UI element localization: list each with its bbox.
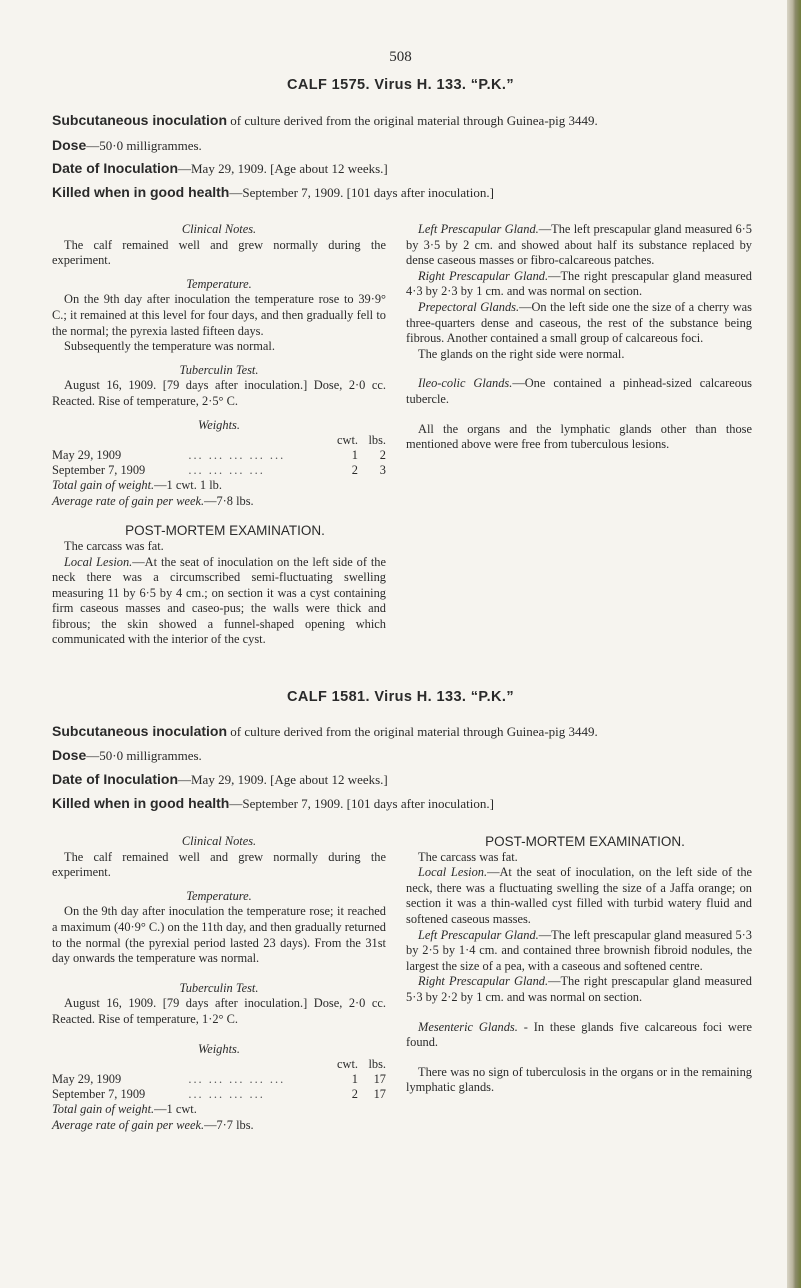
weights-table — [52, 1057, 386, 1102]
total-gain — [52, 1102, 386, 1118]
local-lesion — [406, 865, 752, 927]
right-prescapular-label: Right Prescapular Gland. — [418, 974, 549, 989]
weight-lbs: 17 — [373, 1072, 386, 1087]
tuberculin-title: Tuberculin Test. — [179, 980, 259, 995]
right-prescapular — [406, 269, 752, 300]
prepectoral-text: —On the left side one the size of a cherry was three-quarters dense and caseous, the rest of the substance being fibrous. Another contained a small group of calcareous foci. — [406, 299, 752, 346]
page-number: 508 — [389, 49, 412, 65]
left-prescapular-text: —The left prescapular gland measured 5·3 by 2·5 by 1·4 cm. and contained three brownish fibroid nodules, the largest the size of a pea, with a caseous and softened centre. — [406, 927, 753, 973]
dose-text: —50·0 milligrammes. — [86, 138, 202, 153]
left-prescapular — [406, 928, 752, 975]
weight-dots: ... ... ... ... — [188, 463, 265, 478]
left-prescapular-label: Left Prescapular Gland. — [418, 222, 539, 236]
dose-label: Dose — [52, 137, 87, 153]
temperature-text: On the 9th day after inoculation the temperature rose to 39·9° C.; it remained at this level for four days, and then gradually fell to the normal; the pyrexia lasted fifteen days. — [52, 292, 386, 338]
prepectoral-text-2: The glands on the right side were normal. — [418, 346, 625, 361]
date-label: Date of Inoculation — [52, 160, 178, 176]
date-label: Date of Inoculation — [52, 771, 178, 787]
post-mortem-title: POST-MORTEM EXAMINATION. — [485, 834, 685, 849]
total-gain-label: Total gain of weight. — [52, 478, 155, 493]
average-gain — [52, 1118, 386, 1134]
killed-text: —September 7, 1909. [101 days after inoculation.] — [229, 796, 494, 811]
local-lesion-label: Local Lesion. — [418, 865, 488, 880]
killed-text: —September 7, 1909. [101 days after inoculation.] — [229, 185, 494, 200]
mesenteric-label: Mesenteric Glands. — [418, 1019, 518, 1034]
total-gain-value: —1 cwt. 1 lb. — [154, 478, 222, 493]
calf-1575-left-column — [52, 222, 386, 648]
left-prescapular-text: —The left prescapular gland measured 6·5 by 3·5 by 2 cm. and showed about half its substance replaced by dense caseous masses or fibro-calcareous patches. — [406, 222, 753, 268]
dose-text: —50·0 milligrammes. — [86, 748, 202, 763]
organs-text: All the organs and the lymphatic glands other than those mentioned above were free from tuberculous lesions. — [406, 421, 752, 452]
inoculation-text: of culture derived from the original material through Guinea-pig 3449. — [227, 113, 598, 128]
weight-cwt: 2 — [351, 463, 358, 478]
weights-header-row — [52, 433, 386, 448]
prepectoral-label: Prepectoral Glands. — [418, 299, 520, 314]
right-prescapular — [406, 974, 752, 1005]
weight-lbs: 3 — [379, 463, 386, 478]
average-gain-label: Average rate of gain per week. — [52, 493, 205, 508]
calf-1575-killed — [52, 184, 772, 201]
local-lesion-label: Local Lesion. — [64, 554, 133, 569]
total-gain — [52, 478, 386, 494]
total-gain-value: —1 cwt. — [154, 1102, 197, 1117]
carcass-text: The carcass was fat. — [64, 538, 164, 553]
temperature-text: On the 9th day after inoculation the temperature rose; it reached a maximum (40·9° C.) on the 11th day, and then gradually returned to the normal (the pyrexial period lasted 23 days). From the 31st day onwards the temperature was normal. — [52, 904, 386, 966]
killed-label: Killed when in good health — [52, 184, 230, 200]
weight-lbs: 2 — [379, 448, 386, 463]
average-gain-value: —7·7 lbs. — [204, 1117, 254, 1132]
table-row — [52, 1087, 386, 1102]
weight-lbs: 17 — [373, 1087, 386, 1102]
date-text: —May 29, 1909. [Age about 12 weeks.] — [178, 161, 388, 176]
local-lesion-text: —At the seat of inoculation on the left side of the neck there was a circumscribed semi-fluctuating swelling measuring 11 by 6·5 by 4 cm.; on section it was a cyst containing firm caseous masses and caseo-pus; the walls were thick and fibrous; the skin showed a funnel-shaped opening which communicated with the interior of the cyst. — [52, 554, 387, 647]
calf-1581-left-column — [52, 834, 386, 1133]
table-row — [52, 448, 386, 463]
calf-1581-right-column — [406, 834, 752, 1096]
calf-1575-right-column — [406, 222, 752, 453]
weights-title: Weights. — [198, 417, 240, 432]
post-mortem-title: POST-MORTEM EXAMINATION. — [125, 523, 325, 539]
calf-1581-date — [52, 771, 772, 788]
weight-dots: ... ... ... ... — [188, 1087, 265, 1102]
weight-date: September 7, 1909 — [52, 463, 146, 478]
calf-1575-date — [52, 160, 772, 177]
weights-header-cwt: cwt. — [337, 1057, 358, 1072]
weight-cwt: 2 — [351, 1087, 358, 1102]
temperature-title: Temperature. — [186, 276, 252, 291]
table-row — [52, 463, 386, 478]
dose-label: Dose — [52, 747, 87, 763]
average-gain — [52, 494, 386, 510]
right-prescapular-text: —The right prescapular gland measured 4·3 by 2·3 by 1 cm. and was normal on section. — [406, 268, 752, 299]
weights-header-lbs: lbs. — [368, 1057, 386, 1072]
weight-cwt: 1 — [351, 448, 358, 463]
right-prescapular-text: —The right prescapular gland measured 5·3 by 2·2 by 1 cm. and was normal on section. — [406, 974, 752, 1004]
left-prescapular-label: Left Prescapular Gland. — [418, 927, 539, 942]
ileo-colic-glands — [406, 376, 752, 407]
mesenteric-glands — [406, 1020, 752, 1051]
inoculation-text: of culture derived from the original material through Guinea-pig 3449. — [227, 724, 598, 739]
inoculation-label: Subcutaneous inoculation — [52, 112, 228, 128]
clinical-notes-text: The calf remained well and grew normally during the experiment. — [52, 849, 386, 880]
ileo-colic-label: Ileo-colic Glands. — [418, 376, 513, 391]
temperature-title: Temperature. — [186, 888, 252, 903]
local-lesion — [52, 555, 386, 649]
mesenteric-text: - In these glands five calcareous foci were found. — [406, 1019, 752, 1050]
calf-1581-killed — [52, 795, 772, 812]
left-prescapular — [406, 222, 752, 269]
tuberculin-text: August 16, 1909. [79 days after inoculation.] Dose, 2·0 cc. Reacted. Rise of temperature, 2·5° C. — [52, 378, 386, 408]
weights-header-lbs: lbs. — [368, 433, 386, 448]
organs-text: There was no sign of tuberculosis in the organs or in the remaining lymphatic glands. — [406, 1064, 752, 1095]
average-gain-label: Average rate of gain per week. — [52, 1117, 205, 1132]
total-gain-label: Total gain of weight. — [52, 1102, 155, 1117]
inoculation-label: Subcutaneous inoculation — [52, 723, 228, 739]
weight-dots: ... ... ... ... ... — [188, 1072, 286, 1087]
weight-date: September 7, 1909 — [52, 1087, 146, 1102]
page-edge-shadow — [787, 0, 801, 1288]
ileo-colic-text: —One contained a pinhead-sized calcareous tubercle. — [406, 376, 752, 406]
tuberculin-title: Tuberculin Test. — [179, 362, 259, 377]
table-row — [52, 1072, 386, 1087]
killed-label: Killed when in good health — [52, 795, 230, 811]
weight-date: May 29, 1909 — [52, 1072, 122, 1087]
weights-header-row — [52, 1057, 386, 1072]
calf-1581-dose — [52, 747, 772, 764]
carcass-text: The carcass was fat. — [418, 849, 518, 864]
weights-table — [52, 433, 386, 478]
calf-1581-inoculation — [52, 723, 772, 740]
tuberculin-text: August 16, 1909. [79 days after inoculation.] Dose, 2·0 cc. Reacted. Rise of temperature, 1·2° C. — [52, 996, 386, 1026]
calf-1575-inoculation — [52, 112, 772, 129]
average-gain-value: —7·8 lbs. — [204, 493, 254, 508]
calf-1575-heading: CALF 1575. Virus H. 133. “P.K.” — [286, 77, 515, 93]
clinical-notes-text: The calf remained well and grew normally during the experiment. — [52, 237, 386, 268]
right-prescapular-label: Right Prescapular Gland. — [418, 268, 549, 283]
weights-title: Weights. — [198, 1041, 240, 1056]
weight-date: May 29, 1909 — [52, 448, 122, 463]
date-text: —May 29, 1909. [Age about 12 weeks.] — [178, 772, 388, 787]
prepectoral-glands — [406, 300, 752, 347]
calf-1581-heading: CALF 1581. Virus H. 133. “P.K.” — [286, 689, 515, 705]
weight-dots: ... ... ... ... ... — [188, 448, 286, 463]
temperature-text-2: Subsequently the temperature was normal. — [64, 339, 275, 354]
local-lesion-text: —At the seat of inoculation, on the left side of the neck, there was a fluctuating swelling the size of a Jaffa orange; on section it was a thin-walled cyst filled with turbid watery fluid and softened caseous masses. — [406, 865, 753, 926]
clinical-notes-title: Clinical Notes. — [181, 222, 257, 236]
weight-cwt: 1 — [351, 1072, 358, 1087]
weights-header-cwt: cwt. — [337, 433, 358, 448]
calf-1575-dose — [52, 137, 772, 154]
clinical-notes-title: Clinical Notes. — [181, 834, 257, 848]
